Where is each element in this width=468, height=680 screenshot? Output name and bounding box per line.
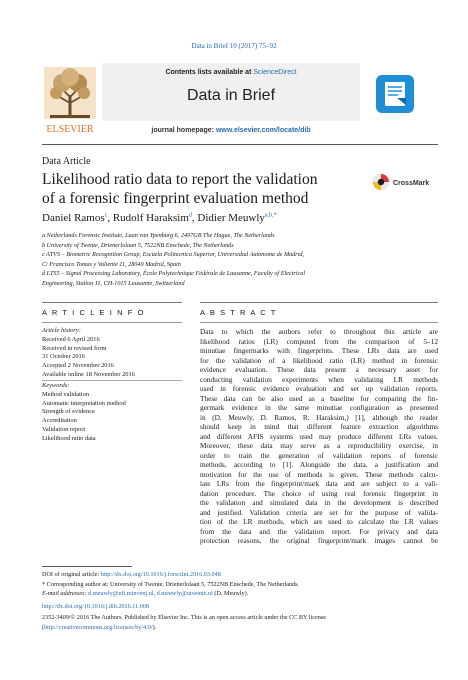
author-name[interactable]: Rudolf Haraksim — [112, 212, 189, 224]
abstract-line: order to train the generation of validation reports of forensic — [200, 450, 438, 460]
elsevier-tree-icon — [42, 65, 98, 137]
email-label: E-mail addresses: — [42, 590, 89, 598]
article-info-top-rule — [42, 302, 182, 303]
journal-homepage — [102, 127, 360, 134]
journal-cover-icon[interactable] — [376, 75, 414, 113]
abstract-line: and justified. Validation criteria are set for the purpose of valida- — [200, 507, 438, 517]
article-type: Data Article — [42, 156, 91, 167]
abstract-heading-rule — [200, 322, 438, 323]
keywords-rule — [42, 380, 182, 381]
keyword: Strength of evidence — [42, 408, 95, 416]
abstract-line: Data to which the authors refer to throughout this article are — [200, 327, 438, 336]
elsevier-logo[interactable] — [42, 65, 98, 137]
journal-logo-icon — [376, 75, 414, 113]
abstract-line: should keep in mind that different feature extraction algorithms — [200, 422, 438, 431]
keyword: Automatic interpretation method — [42, 399, 126, 407]
abstract-line: Moreover, these data may serve as a reproducibility exercise, in — [200, 441, 438, 450]
license-text: 2352-3409/© 2016 The Authors. Published by Elsevier Inc. This is an open access article under the CC BY license — [42, 614, 327, 621]
abstract-line: dation procedure. The choice of using real forensic fingerprint in — [200, 488, 438, 498]
homepage-prefix: journal homepage: — [151, 127, 216, 134]
journal-name: Data in Brief — [186, 87, 276, 104]
history-item: Received in revised form — [42, 344, 107, 352]
abstract-line: likelihood ratios (LR) computed from the comparison of 5–12 — [200, 336, 438, 346]
abstract-line: used in forensic evidence evaluation and set up validation reports. — [200, 384, 438, 393]
masthead-divider — [42, 144, 438, 145]
abstract-line: for the validation of a likelihood ratio (LR) method in forensic — [200, 355, 438, 365]
abstract-line: protection reasons, the original fingerprint/mark images cannot be — [200, 536, 438, 545]
corresponding-author-note: * Corresponding author at: University of Twente, Drienerlolaan 5, 7522NB Enschede, The Netherlands. — [42, 580, 300, 588]
sciencedirect-link[interactable]: ScienceDirect — [253, 69, 297, 76]
history-item: Received 6 April 2016 — [42, 335, 100, 343]
license-url-line — [42, 623, 442, 633]
keyword: Method validation — [42, 390, 90, 398]
footnote-rule — [42, 566, 132, 567]
email-link[interactable]: d.meuwly@nfi.minvenj.nl — [88, 590, 154, 598]
masthead-band — [102, 63, 360, 121]
abstract-line: in (D. Meuwly, D. Ramos, R. Haraksim,) [1], although the reader — [200, 412, 438, 422]
article-info-heading-rule — [42, 322, 182, 323]
history-label: Article history: — [42, 327, 81, 334]
affiliation-continued: Engineering, Station 11, CH-1015 Lausanne, Switzerland — [42, 279, 185, 287]
abstract-line: methods, according to [1]. Alongside the data, a justification and — [200, 460, 438, 469]
affiliation: c ATVS – Biometric Recognition Group, Escuela Politecnica Superior, Universidad Autonoma de Madrid, — [42, 251, 305, 258]
crossmark-label: CrossMark — [393, 180, 430, 187]
abstract-line: evidence evaluation. These data present a necessary asset for — [200, 365, 438, 374]
abstract-line: late LRs from the fingerprint/mark data and are subject to a vali- — [200, 479, 438, 488]
abstract-line: conducting validation experiments when validating LR methods — [200, 374, 438, 384]
title-line-2: of a forensic fingerprint evaluation method — [42, 190, 309, 207]
email-separator: , — [153, 590, 157, 598]
affiliation: d LTS5 – Signal Processing Laboratory, École Polytechnique Fédérale de Lausanne, Faculty of Electrical — [42, 270, 306, 277]
keyword: Likelihood ratio data — [42, 434, 96, 442]
author-list: Daniel Ramos$^c$, Rudolf Haraksim$^d$, Didier Meuwly$^{a,b,*}$ — [42, 212, 277, 224]
elsevier-wordmark: ELSEVIER — [46, 124, 94, 135]
history-item: Available online 18 November 2016 — [42, 370, 135, 378]
abstract-line: germark evidence in the same minutiae configuration as presented — [200, 403, 438, 412]
original-doi-link[interactable]: http://dx.doi.org/10.1016/j.forsciint.2016.03.048 — [100, 571, 221, 578]
article-doi-link[interactable]: http://dx.doi.org/10.1016/j.dib.2016.11.008 — [42, 603, 150, 610]
history-item: 31 October 2016 — [42, 353, 85, 361]
author-name[interactable]: Daniel Ramos — [42, 212, 105, 224]
license-paren-close: ). — [152, 623, 157, 631]
abstract-line: These data can be also used as a baseline for comparing the fin- — [200, 393, 438, 403]
keyword: Accreditation — [42, 417, 77, 425]
abstract-top-rule — [200, 302, 438, 303]
keyword: Validation report — [42, 425, 86, 433]
article-title — [42, 170, 362, 208]
abstract-line: minutiae fingermarks with fingerprints. These LRs data are used — [200, 346, 438, 355]
homepage-link[interactable]: www.elsevier.com/locate/dib — [215, 127, 311, 134]
crossmark-badge[interactable] — [372, 172, 438, 192]
history-item: Accepted 2 November 2016 — [42, 362, 114, 370]
journal-citation[interactable]: Data in Brief 10 (2017) 75–92 — [191, 42, 277, 50]
email-link[interactable]: d.meuwly@utwente.nl — [156, 590, 213, 598]
article-info-heading: A R T I C L E I N F O — [42, 308, 146, 317]
original-doi-prefix: DOI of original article: — [42, 571, 101, 578]
original-doi-note — [42, 570, 438, 580]
abstract-heading: A B S T R A C T — [200, 308, 277, 317]
journal-masthead — [42, 63, 438, 139]
license-link[interactable]: http://creativecommons.org/licenses/by/4.0/ — [44, 623, 153, 631]
abstract-line: motivation for the use of methods is given. These methods calcu- — [200, 469, 438, 479]
crossmark-icon — [372, 172, 438, 192]
author-name[interactable]: Didier Meuwly — [197, 212, 265, 224]
abstract-line: from the data and the validation report. For privacy and data — [200, 526, 438, 536]
license-notice — [42, 613, 442, 632]
affiliation: a Netherlands Forensic Institute, Laan van Ypenburg 6, 2497GB The Hague, The Netherlands — [42, 232, 275, 239]
abstract-line: the validation and simulated data in the development is described — [200, 498, 438, 507]
keywords — [42, 382, 182, 444]
affiliation-continued: C/ Francisco Tomas y Valiente 11, 28049 Madrid, Spain — [42, 260, 181, 268]
keywords-label: Keywords: — [42, 382, 70, 389]
email-note — [42, 589, 438, 599]
license-paren-open: ( — [42, 623, 45, 631]
affiliations — [42, 231, 442, 288]
article-history — [42, 327, 182, 380]
author-affiliation-mark[interactable]: c — [104, 212, 108, 219]
author-affiliation-mark[interactable]: a,b,* — [264, 212, 277, 219]
contents-line — [102, 69, 360, 76]
author-affiliation-mark[interactable]: d — [188, 212, 192, 219]
contents-prefix: Contents lists available at — [165, 69, 254, 76]
email-suffix: (D. Meuwly). — [212, 590, 249, 598]
title-line-1: Likelihood ratio data to report the validation — [42, 171, 318, 188]
footnotes — [42, 570, 438, 599]
abstract-line: and different AFIS systems used may produce different LRs values. — [200, 431, 438, 441]
affiliation: b University of Twente, Drienerlolaan 5, 7522NB Enschede, The Netherlands — [42, 241, 234, 249]
abstract-body — [200, 327, 438, 546]
abstract-line: tion of the LR methods, which are used to calculate the LR values — [200, 517, 438, 526]
